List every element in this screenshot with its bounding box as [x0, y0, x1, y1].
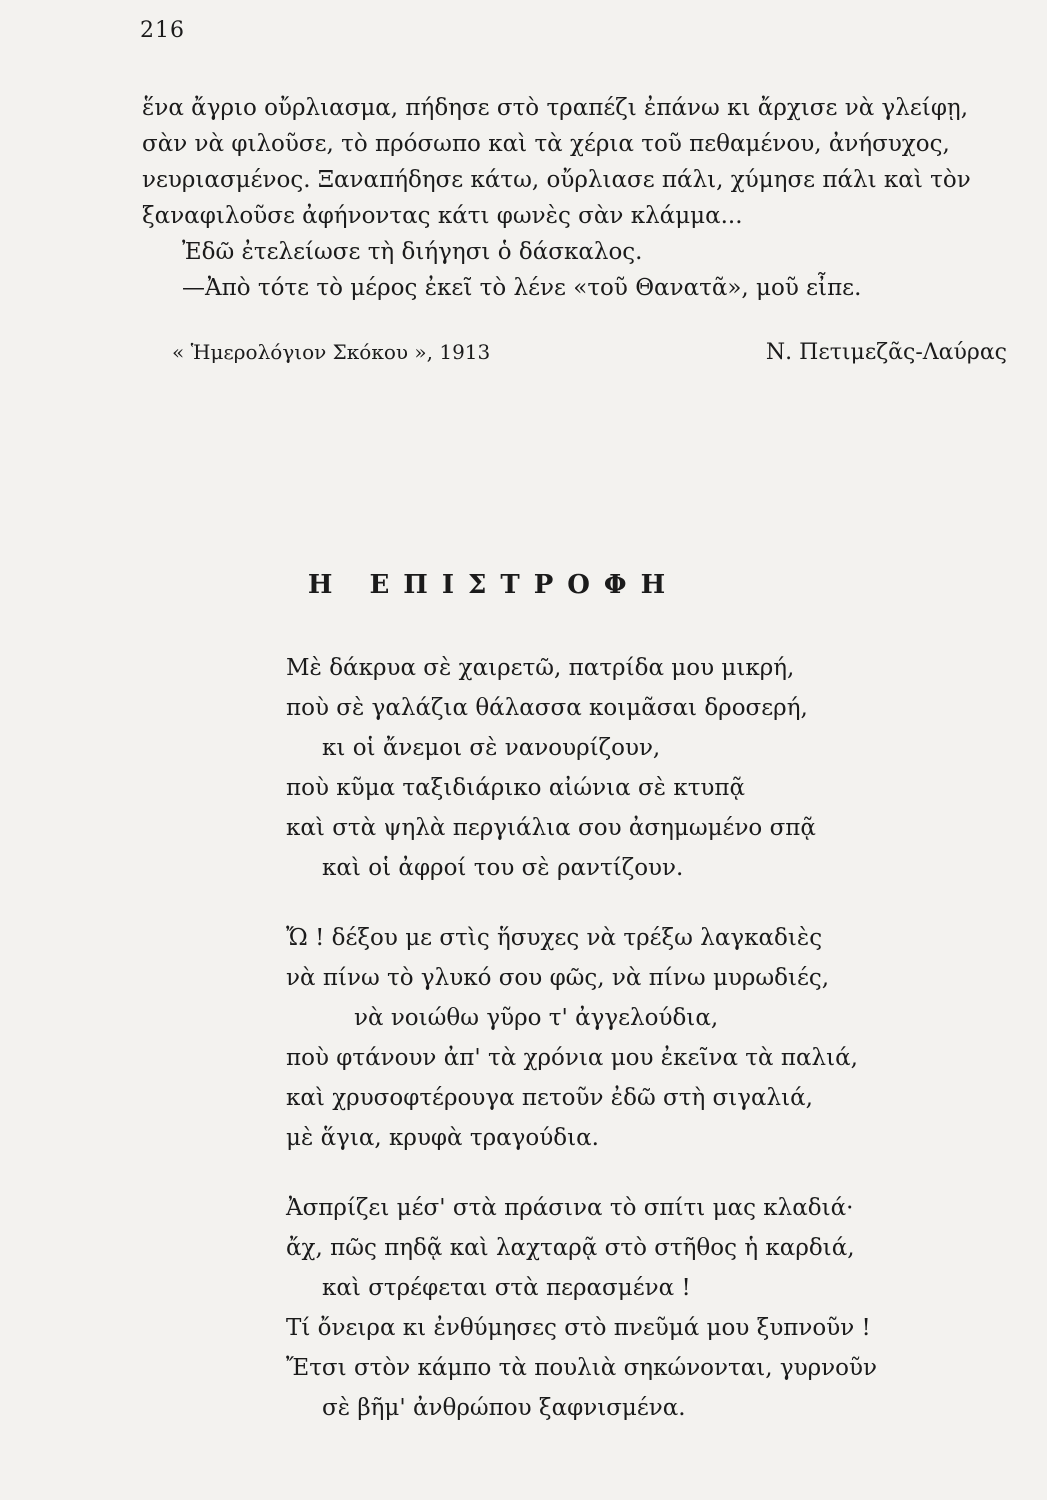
poem-verse: νὰ νοιώθω γῦρο τ' ἀγγελούδια,: [354, 1005, 719, 1031]
poem-verse: καὶ στρέφεται στὰ περασμένα !: [322, 1275, 691, 1301]
poem-verse: ἄχ, πῶς πηδᾷ καὶ λαχταρᾷ στὸ στῆθος ἡ καρδιά,: [286, 1235, 855, 1261]
poem: [286, 648, 877, 1458]
prose-line: ἕνα ἄγριο οὔρλιασμα, πήδησε στὸ τραπέζι ἐπάνω κι ἄρχισε νὰ γλείφῃ,: [142, 95, 969, 121]
poem-verse: Ἀσπρίζει μέσ' στὰ πράσινα τὸ σπίτι μας κλαδιά·: [286, 1195, 854, 1221]
prose-line: σὰν νὰ φιλοῦσε, τὸ πρόσωπο καὶ τὰ χέρια τοῦ πεθαμένου, ἀνήσυχος,: [142, 131, 950, 157]
poem-stanza: [286, 648, 877, 888]
poem-verse: μὲ ἅγια, κρυφὰ τραγούδια.: [286, 1125, 599, 1151]
poem-verse: ποὺ σὲ γαλάζια θάλασσα κοιμᾶσαι δροσερή,: [286, 695, 808, 721]
prose-line: νευριασμένος. Ξαναπήδησε κάτω, οὔρλιασε πάλι, χύμησε πάλι καὶ τὸν: [142, 167, 971, 193]
poem-verse: ποὺ κῦμα ταξιδιάρικο αἰώνια σὲ κτυπᾷ: [286, 775, 746, 801]
prose-line: —Ἀπὸ τότε τὸ μέρος ἐκεῖ τὸ λένε «τοῦ Θανατᾶ», μοῦ εἶπε.: [182, 275, 862, 301]
source-citation: « Ἡμερολόγιον Σκόκου », 1913: [172, 340, 491, 364]
source-author: Ν. Πετιμεζᾶς-Λαύρας: [765, 340, 1007, 365]
page-number: 216: [140, 18, 185, 43]
poem-verse: Ὤ ! δέξου με στὶς ἥσυχες νὰ τρέξω λαγκαδιὲς: [286, 925, 823, 951]
poem-verse: κι οἱ ἄνεμοι σὲ νανουρίζουν,: [322, 735, 661, 761]
prose-paragraph: [142, 90, 1017, 306]
poem-verse: ποὺ φτάνουν ἀπ' τὰ χρόνια μου ἐκεῖνα τὰ παλιά,: [286, 1045, 858, 1071]
prose-line: Ἐδῶ ἐτελείωσε τὴ διήγησι ὁ δάσκαλος.: [182, 239, 643, 265]
poem-stanza: [286, 1188, 877, 1428]
poem-stanza: [286, 918, 877, 1158]
poem-verse: καὶ στὰ ψηλὰ περγιάλια σου ἀσημωμένο σπᾷ: [286, 815, 816, 841]
poem-verse: νὰ πίνω τὸ γλυκό σου φῶς, νὰ πίνω μυρωδιές,: [286, 965, 830, 991]
poem-verse: σὲ βῆμ' ἀνθρώπου ξαφνισμένα.: [322, 1395, 686, 1421]
poem-title: Η ΕΠΙΣΤΡΟΦΗ: [307, 570, 680, 600]
poem-verse: καὶ οἱ ἀφροί του σὲ ραντίζουν.: [322, 855, 684, 881]
poem-verse: Ἔτσι στὸν κάμπο τὰ πουλιὰ σηκώνονται, γυρνοῦν: [286, 1355, 877, 1381]
poem-verse: Μὲ δάκρυα σὲ χαιρετῶ, πατρίδα μου μικρή,: [286, 655, 795, 681]
poem-verse: Τί ὄνειρα κι ἐνθύμησες στὸ πνεῦμά μου ξυπνοῦν !: [286, 1315, 871, 1341]
prose-line: ξαναφιλοῦσε ἀφήνοντας κάτι φωνὲς σὰν κλάμμα...: [142, 203, 743, 229]
poem-verse: καὶ χρυσοφτέρουγα πετοῦν ἐδῶ στὴ σιγαλιά,: [286, 1085, 813, 1111]
